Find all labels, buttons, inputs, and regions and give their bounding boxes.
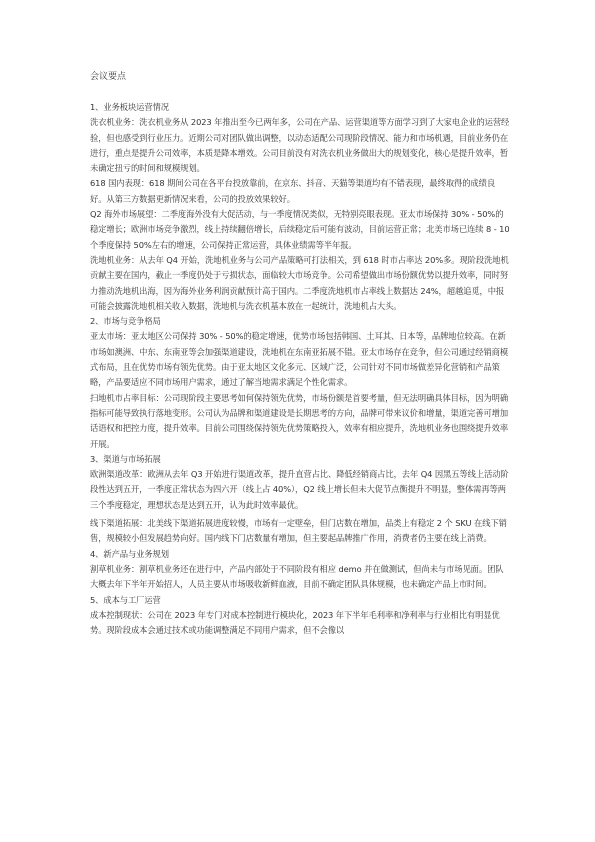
paragraph: 线下渠道拓展：北美线下渠道拓展进度较慢，市场有一定壁垒，但门店数在增加，品类上有稳定 2 个 SKU 在线下销售，规模较小但发展趋势向好。国内线下门店数量有增加，但主要起品牌推广作用，消费者仍主要在线上消费。	[90, 518, 507, 544]
section-heading: 2、市场与竞争格局	[90, 316, 161, 327]
paragraph: Q2 海外市场展望：二季度海外没有大促活动，与一季度情况类似，无特别亮眼表现。亚太市场保持 30% - 50%的稳定增长；欧洲市场竞争激烈，线上持续翻倍增长，后续稳定后可能有波动，目前运营正常；北美市场已连续 8 - 10 个季度保持 50%左右的增速，公司保持正常运营，具体业绩需等半年报。	[90, 209, 510, 250]
document-body	[90, 100, 510, 638]
paragraph: 亚太市场：亚太地区公司保持 30% - 50%的稳定增速，优势市场包括韩国、土耳其、日本等，品牌地位较高。在新市场如澳洲、中东、东南亚等会加强渠道建设，洗地机在东南亚拓展不错。亚太市场存在竞争，但公司通过经销商模式布局，且在优势市场有领先优势。由于亚太地区文化多元、区域广泛，公司针对不同市场做差异化营销和产品策略，产品要适应不同市场用户需求，通过了解当地需求满足个性化需求。	[90, 331, 509, 388]
section-heading: 1、业务板块运营情况	[90, 102, 169, 112]
paragraph: 成本控制现状：公司在 2023 年专门对成本控制进行模块化，2023 年下半年毛利率和净利率与行业相比有明显优势。现阶段成本会通过技术或功能调整满足不同用户需求，但不会像以	[90, 609, 500, 636]
paragraph: 洗衣机业务：洗衣机业务从 2023 年推出至今已两年多，公司在产品、运营渠道等方面学习到了大家电企业的运营经验，但也感受到行业压力。近期公司对团队做出调整，以动态适配公司现阶段情况、能力和市场机遇，目前业务仍在进行，重点是提升公司效率，本质是降本增效。公司目前没有对洗衣机业务做出大的规划变化，核心是提升效率，暂未确定扭亏的时间和规模规划。	[90, 117, 510, 174]
section-heading: 4、新产品与业务规划	[90, 548, 169, 559]
paragraph: 扫地机市占率目标：公司现阶段主要思考如何保持领先优势，市场份额是首要考量，但无法明确具体目标，因为明确指标可能导致执行落地变形。公司认为品牌和渠道建设是长期思考的方向，品牌可带来议价和增量，渠道完善可增加话语权和把控力度，提升效率。目前公司围绕保持领先优势策略投入，效率有相应提升，洗地机业务也围绕提升效率开展。	[90, 392, 509, 449]
paragraph: 欧洲渠道改革：欧洲从去年 Q3 开始进行渠道改革，提升直营占比、降低经销商占比，去年 Q4 因黑五等线上活动阶段性达到五开，一季度正常状态为四六开（线上占 40%），Q2 线上增长但未大促节点衡提升不明显，整体需再等两三个季度稳定，理想状态是达到五开，认为此时效率最优。	[90, 469, 509, 510]
section-heading: 5、成本与工厂运营	[90, 594, 161, 605]
paragraph: 洗地机业务：从去年 Q4 开始，洗地机业务与公司产品策略可打法相关，到 618 时市占率达 20%多。现阶段洗地机贡献主要在国内，截止一季度仍处于亏损状态，面临较大市场竞争。公司希望做出市场份额优势以提升效率，同时努力推动洗地机出海，因为海外业务利润贡献预计高于国内。二季度洗地机市占率线上数据达 24%，超越追觅，中报可能会披露洗地机相关收入数据，洗地机与洗衣机基本放在一起统计，洗地机占大头。	[90, 254, 509, 311]
document-title: 会议要点	[90, 72, 127, 82]
paragraph: 割草机业务：割草机业务还在进行中，产品内部处于不同阶段有相应 demo 并在做测试，但尚未与市场见面。团队大概去年下半年开始招人，人员主要从市场吸收新鲜血液，目前不确定团队具体规模，也未确定产品上市时间。	[90, 563, 504, 590]
section-heading: 3、渠道与市场拓展	[90, 453, 161, 464]
paragraph: 618 国内表现：618 期间公司在各平台投放靠前，在京东、抖音、天猫等渠道均有不错表现，最终取得的成绩良好。从第三方数据更新情况来看，公司的投放效果较好。	[90, 178, 496, 204]
